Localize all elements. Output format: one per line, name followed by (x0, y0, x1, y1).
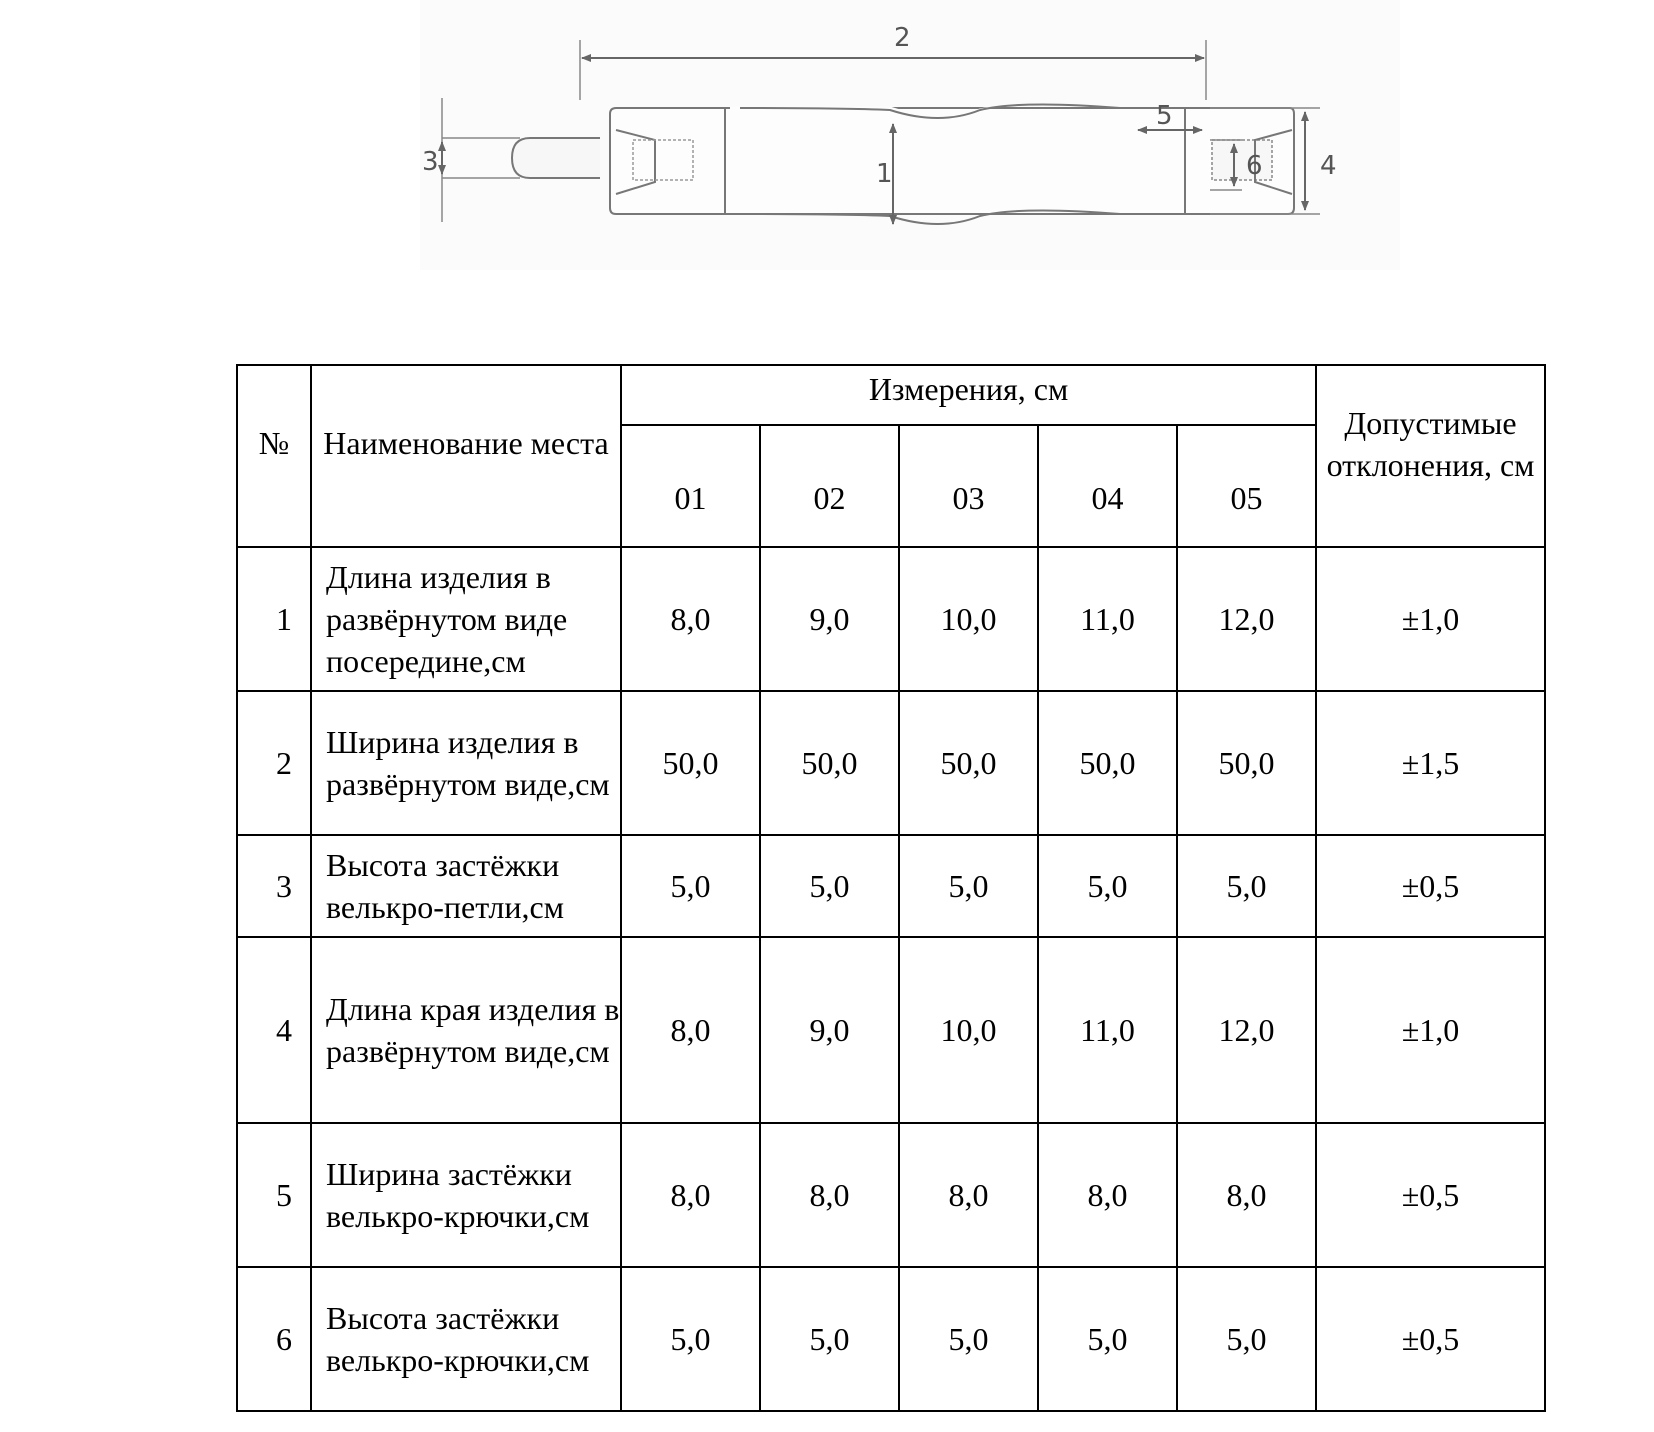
table-row (237, 1123, 1545, 1267)
dimension-label-1: 1 (876, 159, 893, 189)
header-measurements: Измерения, см (621, 365, 1316, 425)
velcro-loop-tab (512, 138, 600, 178)
table-row (237, 1267, 1545, 1411)
cell-value: 5,0 (1038, 835, 1177, 937)
cell-deviation: ±1,0 (1316, 547, 1545, 691)
dimension-label-3: 3 (422, 147, 439, 177)
row-number: 2 (237, 691, 311, 835)
row-name: Длина изделия в развёрнутом виде посередине,см (311, 547, 621, 691)
cell-value: 8,0 (760, 1123, 899, 1267)
cell-deviation: ±0,5 (1316, 1123, 1545, 1267)
cell-value: 8,0 (621, 937, 760, 1123)
table-row (237, 835, 1545, 937)
row-name: Высота застёжки велькро-крючки,см (311, 1267, 621, 1411)
header-number: № (237, 365, 311, 547)
dimension-label-4: 4 (1320, 151, 1337, 181)
row-number: 3 (237, 835, 311, 937)
cell-value: 8,0 (621, 547, 760, 691)
row-number: 5 (237, 1123, 311, 1267)
row-name: Ширина изделия в развёрнутом виде,см (311, 691, 621, 835)
cell-value: 5,0 (760, 1267, 899, 1411)
row-number: 6 (237, 1267, 311, 1411)
cell-value: 9,0 (760, 547, 899, 691)
cell-value: 10,0 (899, 547, 1038, 691)
cell-value: 8,0 (899, 1123, 1038, 1267)
table-row (237, 547, 1545, 691)
cell-value: 50,0 (621, 691, 760, 835)
cell-value: 5,0 (760, 835, 899, 937)
cell-value: 9,0 (760, 937, 899, 1123)
cell-value: 5,0 (621, 835, 760, 937)
cell-deviation: ±0,5 (1316, 1267, 1545, 1411)
cell-value: 12,0 (1177, 937, 1316, 1123)
dimension-label-5: 5 (1156, 101, 1173, 131)
measurements-table (236, 364, 1546, 1412)
row-name: Высота застёжки велькро-петли,см (311, 835, 621, 937)
cell-value: 5,0 (899, 835, 1038, 937)
header-name: Наименование места (311, 365, 621, 547)
table-row (237, 937, 1545, 1123)
cell-value: 8,0 (1038, 1123, 1177, 1267)
cell-value: 50,0 (1177, 691, 1316, 835)
dimension-label-6: 6 (1246, 151, 1263, 181)
cell-deviation: ±1,5 (1316, 691, 1545, 835)
product-dimension-diagram (420, 0, 1400, 270)
header-size: 03 (899, 425, 1038, 547)
header-size: 04 (1038, 425, 1177, 547)
cell-value: 50,0 (899, 691, 1038, 835)
cell-value: 5,0 (621, 1267, 760, 1411)
cell-value: 11,0 (1038, 547, 1177, 691)
product-outline (610, 108, 1294, 214)
header-size: 01 (621, 425, 760, 547)
velcro-hook-pad (1212, 140, 1272, 180)
cell-value: 8,0 (621, 1123, 760, 1267)
table-row (237, 691, 1545, 835)
cell-value: 5,0 (1177, 835, 1316, 937)
cell-value: 5,0 (1038, 1267, 1177, 1411)
cell-value: 5,0 (899, 1267, 1038, 1411)
cell-deviation: ±0,5 (1316, 835, 1545, 937)
cell-value: 50,0 (760, 691, 899, 835)
row-name: Ширина застёжки велькро-крючки,см (311, 1123, 621, 1267)
header-deviation: Допустимые отклонения, см (1316, 365, 1545, 547)
cell-value: 10,0 (899, 937, 1038, 1123)
dimension-label-2: 2 (894, 23, 911, 53)
cell-deviation: ±1,0 (1316, 937, 1545, 1123)
cell-value: 12,0 (1177, 547, 1316, 691)
row-number: 1 (237, 547, 311, 691)
row-number: 4 (237, 937, 311, 1123)
cell-value: 5,0 (1177, 1267, 1316, 1411)
row-name: Длина края изделия в развёрнутом виде,см (311, 937, 621, 1123)
cell-value: 8,0 (1177, 1123, 1316, 1267)
header-size: 02 (760, 425, 899, 547)
header-size: 05 (1177, 425, 1316, 547)
cell-value: 50,0 (1038, 691, 1177, 835)
cell-value: 11,0 (1038, 937, 1177, 1123)
